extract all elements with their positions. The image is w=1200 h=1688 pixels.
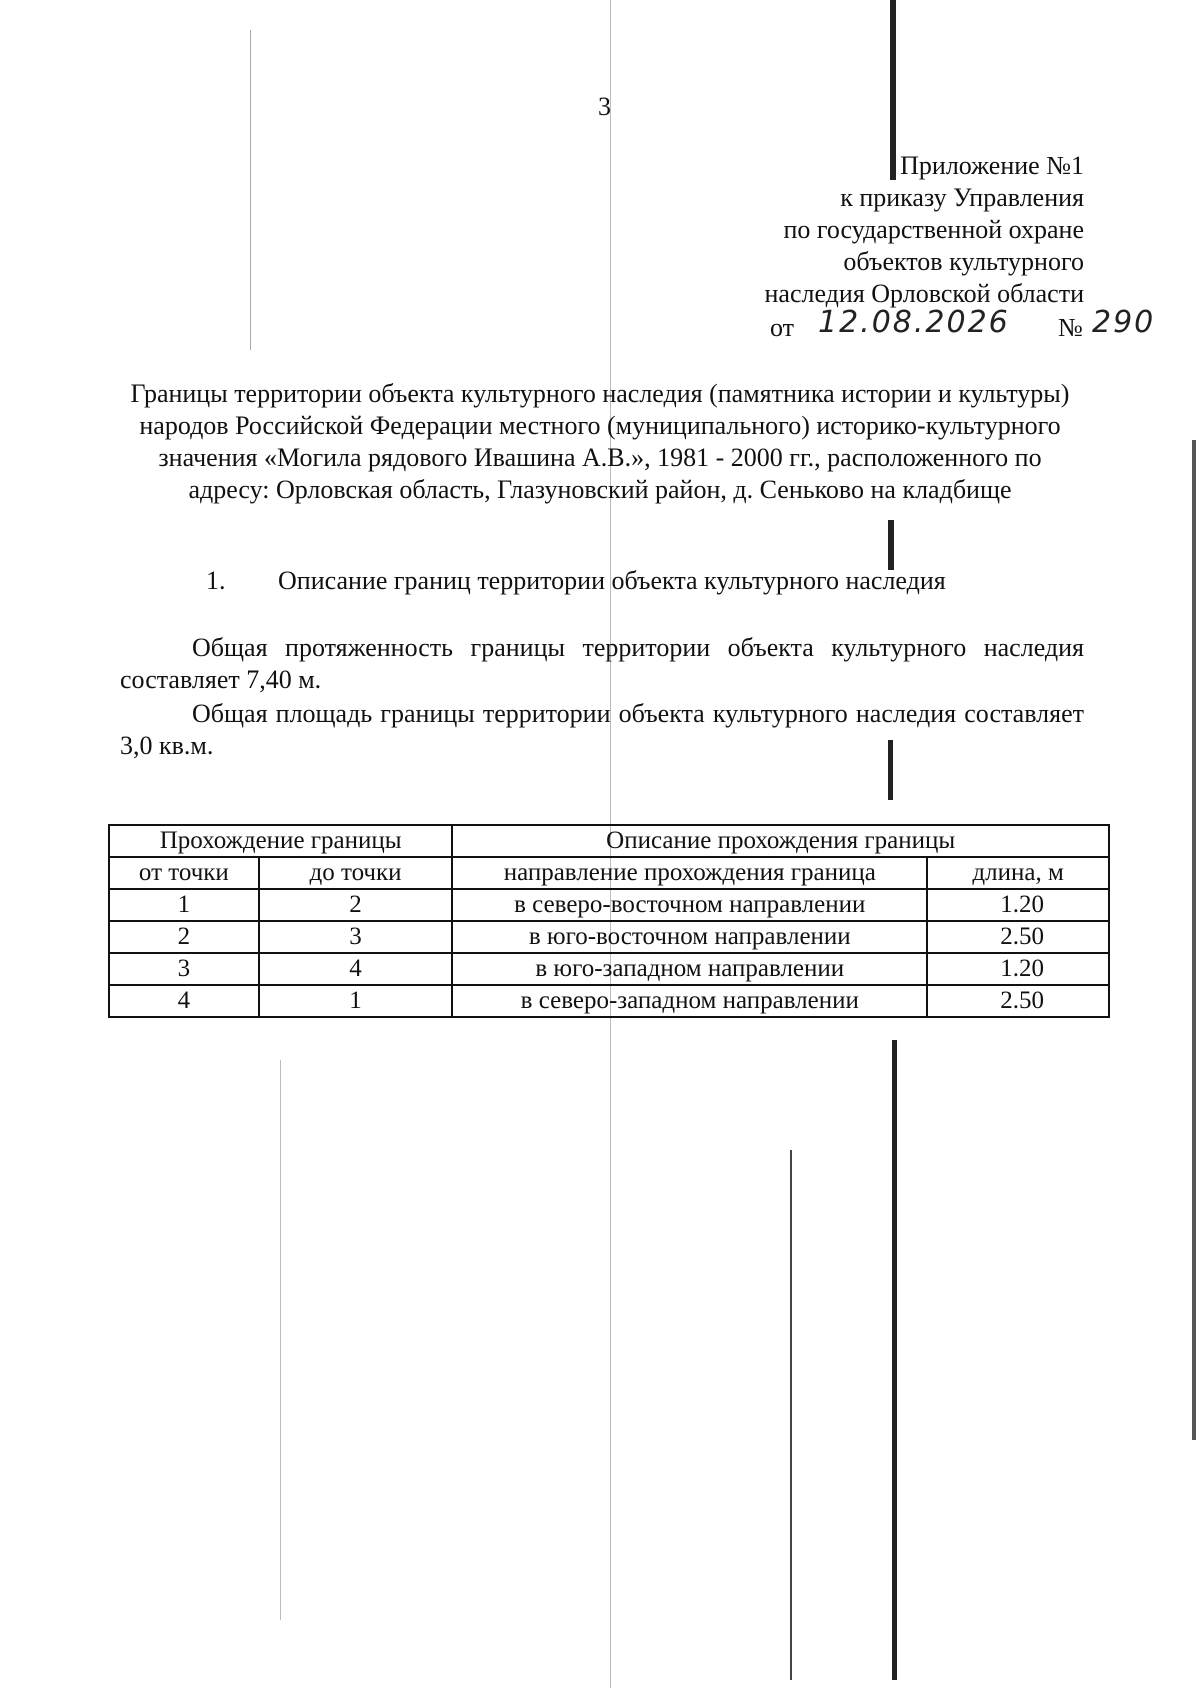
appendix-block [765,150,1084,310]
cell-direction: в юго-восточном направлении [452,921,927,953]
group-header-passage: Прохождение границы [109,825,452,857]
appendix-line: объектов культурного [843,247,1084,276]
document-title: Границы территории объекта культурного наследия (памятника истории и культуры) народов Российской Федерации местного (муниципального) историко-культурного значения «Могила рядового Ивашина А.В.», 1981 - 2000 гг., расположенного по адресу: Орловская область, Глазуновский район, д. Сеньково на кладбище [130,379,1070,504]
scan-artifact [1192,440,1196,1440]
scan-artifact [892,1040,897,1680]
appendix-line: Приложение №1 [900,151,1084,180]
boundary-table [108,824,1110,1018]
section-title: Описание границ территории объекта культурного наследия [278,566,946,595]
scan-artifact [280,1060,281,1620]
scan-artifact [888,520,894,570]
appendix-line: к приказу Управления [840,183,1084,212]
cell-direction: в юго-западном направлении [452,953,927,985]
table-header-row [109,857,1109,889]
cell-to: 3 [259,921,453,953]
scan-artifact [250,30,251,350]
column-header-from: от точки [109,857,259,889]
cell-direction: в северо-восточном направлении [452,889,927,921]
cell-to: 4 [259,953,453,985]
column-header-to: до точки [259,857,453,889]
cell-direction: в северо-западном направлении [452,985,927,1017]
handwritten-number: 290 [1092,305,1156,340]
scan-artifact [790,1150,792,1680]
cell-from: 4 [109,985,259,1017]
date-prefix: от [770,313,795,342]
cell-to: 2 [259,889,453,921]
paragraph-length: Общая протяженность границы территории объекта культурного наследия составляет 7,40 м. [120,633,1084,694]
table-row [109,953,1109,985]
table-row [109,889,1109,921]
section-heading [206,566,946,596]
order-date-line [770,305,1156,345]
page-number: 3 [598,92,611,121]
cell-from: 3 [109,953,259,985]
group-header-description: Описание прохождения границы [452,825,1109,857]
section-number: 1. [206,566,226,595]
appendix-line: наследия Орловской области [764,279,1084,308]
cell-length: 2.50 [927,921,1109,953]
column-header-direction: направление прохождения граница [452,857,927,889]
table-row [109,985,1109,1017]
cell-length: 2.50 [927,985,1109,1017]
cell-length: 1.20 [927,889,1109,921]
appendix-line: по государственной охране [783,215,1084,244]
table-group-header-row [109,825,1109,857]
cell-length: 1.20 [927,953,1109,985]
cell-from: 1 [109,889,259,921]
column-header-length: длина, м [927,857,1109,889]
table-row [109,921,1109,953]
paragraph-area: Общая площадь границы территории объекта культурного наследия составляет 3,0 кв.м. [120,699,1084,760]
number-prefix: № [1058,313,1083,342]
cell-from: 2 [109,921,259,953]
cell-to: 1 [259,985,453,1017]
handwritten-date: 12.08.2026 [818,305,1010,340]
